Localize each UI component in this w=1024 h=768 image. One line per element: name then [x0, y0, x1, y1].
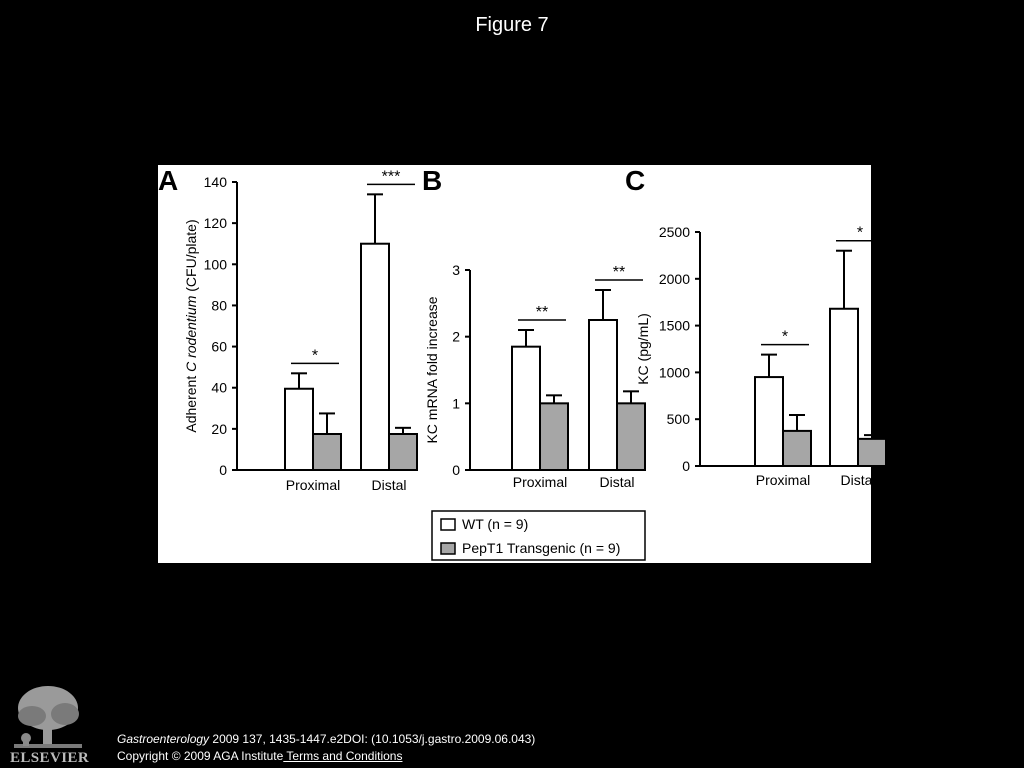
legend-swatch-transgenic [441, 543, 455, 554]
y-axis-label-part: (CFU/plate) [183, 219, 199, 296]
elsevier-tree-icon [14, 686, 82, 748]
category-label-proximal-b: Proximal [512, 474, 568, 490]
bar-transgenic-proximal-c [783, 431, 811, 466]
elsevier-logo [10, 682, 90, 764]
category-label-proximal-a: Proximal [285, 477, 341, 493]
y-tick-label-c: 2000 [658, 270, 690, 287]
y-tick-label-a: 20 [211, 420, 227, 437]
citation-journal: Gastroenterology [117, 732, 210, 746]
terms-and-conditions-link[interactable]: Terms and Conditions [283, 749, 403, 763]
y-axis-label-a [183, 219, 199, 432]
y-tick-label-c: 500 [666, 411, 690, 428]
category-label-distal-c: Distal [840, 472, 876, 488]
y-tick-label-b: 2 [452, 328, 460, 345]
panel-letter-a: A [158, 165, 179, 196]
bar-transgenic-distal-a [389, 434, 417, 470]
bar-transgenic-distal-c [858, 439, 886, 466]
bar-wt-distal-a [361, 244, 389, 470]
y-axis-label-part: rodentium [183, 295, 199, 358]
significance-marker-a: * [311, 347, 319, 365]
legend-label-wt: WT (n = 9) [462, 516, 529, 532]
y-axis-label-part: Adherent [183, 371, 199, 433]
significance-marker-c: * [856, 224, 864, 242]
y-tick-label-a: 60 [211, 338, 227, 355]
y-tick-label-a: 140 [203, 174, 227, 190]
bar-wt-proximal-a [285, 389, 313, 470]
legend [432, 511, 645, 560]
panel-letter-c: C [625, 165, 646, 196]
copyright-line [117, 748, 535, 765]
panel-b [422, 165, 645, 490]
bar-wt-proximal-c [755, 377, 783, 466]
significance-marker-a: *** [381, 168, 401, 186]
citation-line [117, 731, 535, 748]
y-tick-label-c: 0 [682, 458, 690, 474]
category-label-distal-b: Distal [599, 474, 635, 490]
y-tick-label-c: 1500 [658, 317, 690, 334]
panel-c [625, 165, 886, 488]
y-tick-label-a: 40 [211, 379, 227, 396]
panel-letter-b: B [422, 165, 443, 196]
y-axis-label-part: C [183, 361, 199, 372]
significance-marker-c: * [781, 328, 789, 346]
y-axis-label-b: KC mRNA fold increase [424, 296, 440, 444]
figure-chart-svg [158, 165, 876, 563]
y-tick-label-a: 100 [203, 256, 227, 273]
y-tick-label-b: 1 [452, 395, 460, 412]
y-tick-label-b: 0 [452, 462, 460, 478]
bar-transgenic-proximal-a [313, 434, 341, 470]
y-tick-label-a: 0 [219, 462, 227, 478]
y-tick-label-c: 2500 [658, 224, 690, 240]
y-tick-label-a: 120 [203, 215, 227, 232]
y-tick-label-c: 1000 [658, 364, 690, 381]
y-tick-label-b: 3 [452, 262, 460, 278]
category-label-proximal-c: Proximal [755, 472, 811, 488]
panel-a [158, 165, 417, 493]
bar-wt-proximal-b [512, 347, 540, 470]
significance-marker-b: ** [612, 264, 626, 281]
bar-transgenic-distal-b [617, 403, 645, 470]
category-label-distal-a: Distal [371, 477, 407, 493]
y-tick-label-a: 80 [211, 297, 227, 314]
legend-swatch-wt [441, 519, 455, 530]
legend-label-transgenic: PepT1 Transgenic (n = 9) [462, 540, 621, 556]
citation-block [117, 731, 535, 765]
slide-title: Figure 7 [475, 14, 549, 36]
citation-reference: 2009 137, 1435-1447.e2DOI: (10.1053/j.gastro.2009.06.043) [209, 732, 536, 746]
figure-panel [158, 165, 876, 563]
significance-marker-b: ** [535, 304, 549, 321]
y-axis-label-c: KC (pg/mL) [635, 313, 651, 385]
bar-wt-distal-c [830, 309, 858, 466]
elsevier-wordmark: ELSEVIER [10, 750, 90, 766]
bar-wt-distal-b [589, 320, 617, 470]
bar-transgenic-proximal-b [540, 403, 568, 470]
copyright-text: Copyright © 2009 AGA Institute [117, 749, 284, 763]
